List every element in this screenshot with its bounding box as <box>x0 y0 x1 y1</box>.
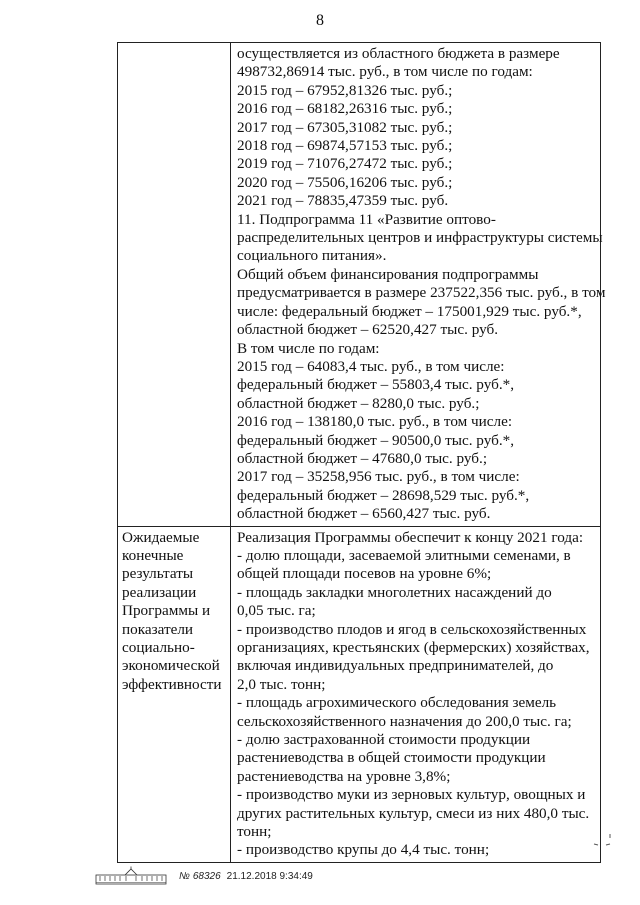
text-line: областной бюджет – 8280,0 тыс. руб.; <box>237 394 480 412</box>
text-line: Ожидаемые <box>122 528 200 546</box>
table-row <box>118 43 601 527</box>
text-line: федеральный бюджет – 90500,0 тыс. руб.*, <box>237 431 515 449</box>
text-line: осуществляется из областного бюджета в размере <box>237 45 560 62</box>
document-datetime: 21.12.2018 9:34:49 <box>226 870 313 882</box>
text-line: организациях, крестьянских (фермерских) хозяйствах, <box>237 639 590 656</box>
document-number <box>179 871 221 882</box>
text-line: числе: федеральный бюджет – 175001,929 тыс. руб.*, <box>237 302 582 320</box>
text-line: 0,05 тыс. га; <box>237 602 316 620</box>
text-line: областной бюджет – 47680,0 тыс. руб.; <box>237 449 488 467</box>
text-line: других растительных культур, смеси из них 480,0 тыс. <box>237 804 590 822</box>
text-line: - площадь закладки многолетних насаждений до <box>237 583 552 601</box>
text-line: результаты <box>122 565 194 583</box>
text-line: 2017 год – 67305,31082 тыс. руб.; <box>237 118 453 136</box>
page-number: 8 <box>316 12 324 29</box>
expected-results-label <box>122 529 226 695</box>
footer-stamp <box>95 866 313 886</box>
text-line: 2015 год – 67952,81326 тыс. руб.; <box>237 81 453 99</box>
text-line: - производство муки из зерновых культур, овощных и <box>237 786 586 804</box>
text-line: 11. Подпрограмма 11 «Развитие оптово- <box>237 210 496 228</box>
text-line: - производство крупы до 4,4 тыс. тонн; <box>237 841 490 859</box>
text-line: эффективности <box>122 675 222 693</box>
text-line: 498732,86914 тыс. руб., в том числе по годам: <box>237 63 533 81</box>
text-line: - долю застрахованной стоимости продукции <box>237 731 531 749</box>
text-line: Программы и <box>122 602 211 620</box>
text-line: федеральный бюджет – 28698,529 тыс. руб.*, <box>237 486 530 504</box>
text-line: предусматривается в размере 237522,356 тыс. руб., в том <box>237 284 606 302</box>
text-line: распределительных центров и инфраструктуры системы <box>237 229 603 247</box>
text-line: тонн; <box>237 823 272 841</box>
text-line: 2021 год – 78835,47359 тыс. руб. <box>237 192 449 210</box>
expected-results-text <box>237 529 596 860</box>
row2-label-cell <box>118 526 231 862</box>
text-line: реализации <box>122 583 197 601</box>
text-line: растениеводства на уровне 3,8%; <box>237 767 451 785</box>
text-line: 2019 год – 71076,27472 тыс. руб.; <box>237 155 453 173</box>
text-line: 2015 год – 64083,4 тыс. руб., в том числе: <box>237 357 505 375</box>
scan-marks <box>588 832 618 852</box>
text-line: 2017 год – 35258,956 тыс. руб., в том числе: <box>237 468 520 486</box>
text-line: сельскохозяйственного назначения до 200,0 тыс. га; <box>237 712 572 730</box>
text-line: включая индивидуальных предпринимателей, до <box>237 657 554 675</box>
text-line: областной бюджет – 62520,427 тыс. руб. <box>237 321 499 339</box>
document-number-value: 68326 <box>192 870 221 882</box>
financing-text <box>237 45 606 524</box>
text-line: экономической <box>122 657 220 675</box>
passport-table <box>117 42 606 863</box>
row1-label-cell <box>118 43 231 527</box>
text-line: растениеводства в общей стоимости продукции <box>237 749 546 767</box>
text-line: - площадь агрохимического обследования земель <box>237 694 557 712</box>
row2-content-cell <box>231 526 601 862</box>
number-sign: № <box>179 870 190 882</box>
row1-content-cell <box>231 43 606 527</box>
text-line: Общий объем финансирования подпрограммы <box>237 265 539 283</box>
text-line: показатели <box>122 620 194 638</box>
text-line: 2018 год – 69874,57153 тыс. руб.; <box>237 137 453 155</box>
text-line: Реализация Программы обеспечит к концу 2021 года: <box>237 528 584 546</box>
text-line: - производство плодов и ягод в сельскохозяйственных <box>237 620 587 638</box>
text-line: В том числе по годам: <box>237 339 380 357</box>
text-line: социального питания». <box>237 247 387 265</box>
table-row <box>118 526 601 862</box>
text-line: 2016 год – 68182,26316 тыс. руб.; <box>237 100 453 118</box>
text-line: - долю площади, засеваемой элитными семенами, в <box>237 546 571 564</box>
building-emblem-icon <box>95 866 167 886</box>
text-line: социально- <box>122 639 195 656</box>
text-line: общей площади посевов на уровне 6%; <box>237 565 492 583</box>
text-line: 2016 год – 138180,0 тыс. руб., в том числе: <box>237 413 513 431</box>
text-line: областной бюджет – 6560,427 тыс. руб. <box>237 505 491 523</box>
text-line: 2020 год – 75506,16206 тыс. руб.; <box>237 173 453 191</box>
text-line: 2,0 тыс. тонн; <box>237 675 326 693</box>
text-line: федеральный бюджет – 55803,4 тыс. руб.*, <box>237 376 515 394</box>
text-line: конечные <box>122 546 184 564</box>
